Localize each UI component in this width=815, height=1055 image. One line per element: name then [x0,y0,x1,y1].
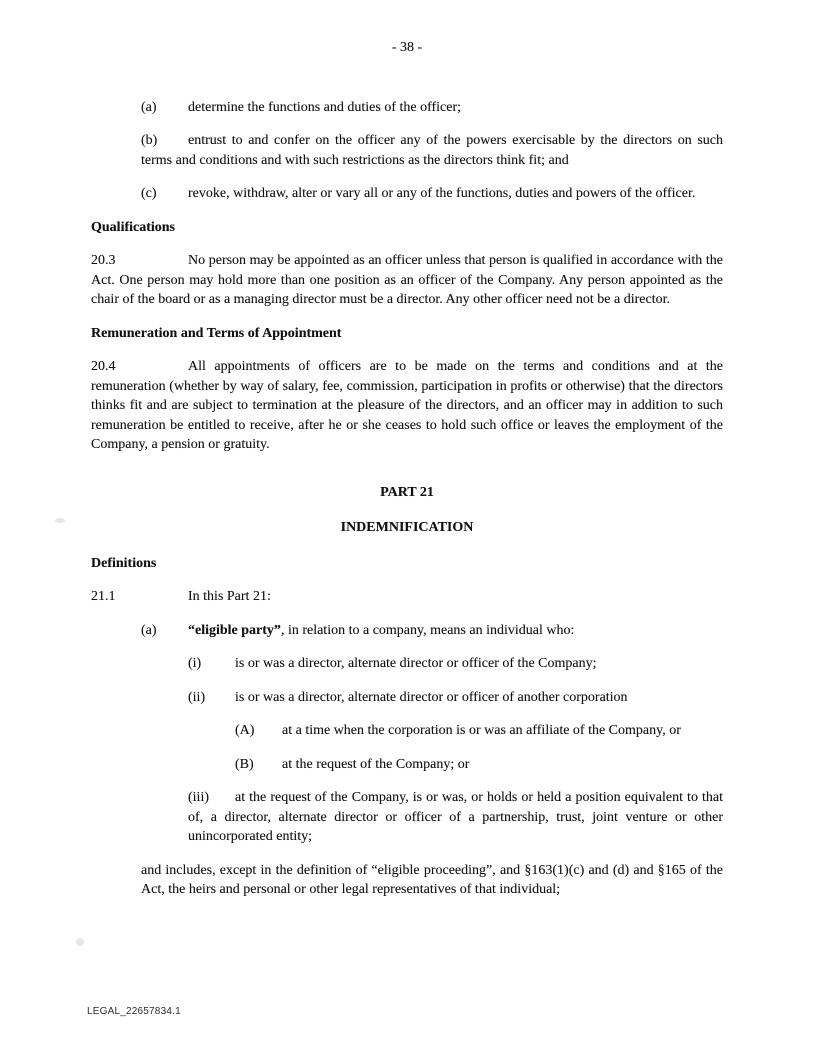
remuneration-heading: Remuneration and Terms of Appointment [91,325,342,341]
section-21-1 [91,587,723,607]
sub-item-ii-label: (ii) [188,689,206,705]
section-20-4 [91,357,723,455]
sub-item-iii-label: (iii) [188,790,209,805]
definition-term: “eligible party” [188,622,281,638]
list-item-b-text: entrust to and confer on the officer any of the powers exercisable by the directors on such terms and conditions and with such restrictions as the directors think fit; and [141,133,723,168]
section-21-1-intro: In this Part 21: [188,589,271,604]
definition-closing: and includes, except in the definition of “eligible proceeding”, and §163(1)(c) and (d) and §165 of the Act, the heirs and personal or other legal representatives of that individual; [141,862,723,897]
list-item-a-label: (a) [141,99,157,115]
page-number: - 38 - [391,40,423,55]
sub-sub-item-B-label: (B) [235,756,254,772]
sub-sub-item-A [235,721,723,741]
sub-item-ii-text: is or was a director, alternate director or officer of another corporation [235,689,628,705]
section-20-4-text: All appointments of officers are to be made on the terms and conditions and at the remuneration (whether by way of salary, fee, commission, participation in profits or otherwise) that the directors thinks fit and are subject to termination at the pleasure of the directors, and an officer may in addition to such remuneration be entitled to receive, after he or she ceases to hold such office or leaves the employment of the Company, a pension or gratuity. [91,359,723,452]
list-item-c [141,184,723,204]
section-20-3-text: No person may be appointed as an officer unless that person is qualified in accordance with the Act. One person may hold more than one position as an officer of the Company. Any person appointed as the chair of the board or as a managing director must be a director. Any other officer need not be a director. [91,253,723,307]
definition-item-a [141,621,723,641]
sub-sub-item-B [235,755,723,775]
sub-sub-item-A-text: at a time when the corporation is or was an affiliate of the Company, or [282,723,681,738]
scan-artifact [55,518,65,523]
sub-item-ii [188,688,723,708]
list-item-c-label: (c) [141,186,157,201]
scan-artifact [76,938,84,946]
list-item-b [141,131,723,170]
section-20-3 [91,251,723,310]
sub-item-iii [188,788,723,847]
list-item-a-text: determine the functions and duties of the officer; [188,99,462,115]
section-20-4-number: 20.4 [91,359,116,374]
definitions-heading: Definitions [91,555,157,571]
part-21-title: PART 21 [380,484,434,500]
list-item-a [141,98,723,118]
sub-sub-item-A-label: (A) [235,723,255,738]
qualifications-heading: Qualifications [91,219,176,235]
document-reference-number: LEGAL_22657834.1 [87,1006,181,1017]
sub-item-i-text: is or was a director, alternate director or officer of the Company; [235,656,597,671]
list-item-b-label: (b) [141,133,158,148]
sub-item-i-label: (i) [188,656,202,671]
definition-item-a-text: , in relation to a company, means an individual who: [280,622,575,638]
definition-item-a-label: (a) [141,622,157,638]
list-item-c-text: revoke, withdraw, alter or vary all or any of the functions, duties and powers of the officer. [188,186,696,201]
sub-sub-item-B-text: at the request of the Company; or [282,756,470,772]
section-20-3-number: 20.3 [91,253,116,268]
sub-item-i [188,654,723,674]
part-21-subtitle: INDEMNIFICATION [340,520,474,535]
section-21-1-number: 21.1 [91,589,116,604]
sub-item-iii-text: at the request of the Company, is or was, or holds or held a position equivalent to that of, a director, alternate director or officer of a partnership, trust, joint venture or other unincorporated entity; [188,790,723,844]
